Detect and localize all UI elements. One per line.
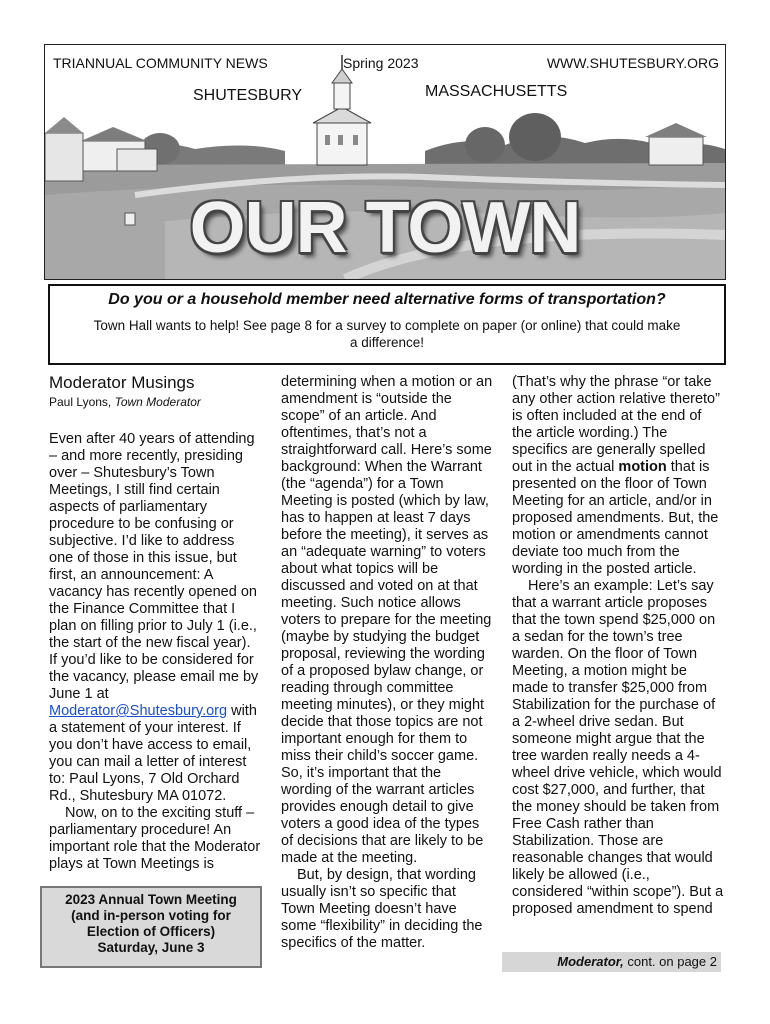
callout-line: Election of Officers) — [86, 924, 216, 939]
continued-page: cont. on page 2 — [627, 954, 717, 969]
paragraph-text: (That’s why the phrase “or take any other action relative thereto” is often included at the end of the article wording.) The specifics are generally spelled out in the actual — [512, 374, 720, 475]
callout-date: Saturday, June 3 — [97, 940, 205, 955]
town-meeting-callout — [40, 886, 262, 968]
callout-line: (and in-person voting for — [71, 908, 231, 923]
notice-body: Town Hall wants to help! See page 8 for a survey to complete on paper (or online) that could make a difference! — [93, 318, 681, 350]
website-url: WWW.SHUTESBURY.ORG — [546, 55, 719, 71]
issue-season: Spring 2023 — [343, 55, 419, 71]
newsletter-title: OUR TOWN — [189, 188, 581, 268]
paragraph — [512, 374, 724, 578]
paragraph — [49, 431, 261, 805]
author-role: Town Moderator — [114, 395, 201, 409]
town-name: SHUTESBURY — [193, 87, 303, 104]
author-name: Paul Lyons, — [49, 395, 112, 409]
continued-on-page-note — [502, 952, 721, 972]
article-title: Moderator Musings — [49, 373, 195, 392]
notice-headline: Do you or a household member need alternative forms of transportation? — [108, 291, 666, 308]
article-column-1 — [49, 374, 261, 873]
moderator-email-link[interactable]: Moderator@Shutesbury.org — [49, 703, 228, 719]
paragraph: Now, on to the exciting stuff – parliamentary procedure! An important role that the Moderator plays at Town Meetings is — [49, 805, 261, 872]
newsletter-frequency: TRIANNUAL COMMUNITY NEWS — [53, 55, 268, 71]
paragraph: Here’s an example: Let’s say that a warrant article proposes that the town spend $25,000 on a sedan for the town’s tree warden. On the floor of Town Meeting, a motion might be made to transfer $25,000 from Stabilization for the purchase of a 2-wheel drive sedan. But someone might argue that the tree warden really needs a 4-wheel drive vehicle, which would cost $27,000, and further, that the money should be taken from Free Cash rather than Stabilization. Those are reasonable changes that would likely be allowed (i.e., considered “within scope”). But a proposed amendment to spend — [512, 578, 724, 917]
callout-line: 2023 Annual Town Meeting — [65, 892, 237, 907]
paragraph: determining when a motion or an amendment is “outside the scope” of an article. And oftentimes, that’s not a straightforward call. Here’s some background: When the Warrant (the “agenda”) for a Town Meeting is posted (which by law, has to happen at least 7 days before the meeting), it serves as an “adequate warning” to voters about what topics will be discussed and voted on at that meeting. Such notice allows voters to prepare for the meeting (maybe by studying the budget proposal, reviewing the wording of a proposed bylaw change, or reading through committee meeting minutes), or they might decide that those topics are not important enough for them to miss their child’s soccer game. So, it’s important that the wording of the warrant articles provides enough detail to give voters a good idea of the types of decisions that are likely to be made at the meeting. — [281, 374, 493, 866]
paragraph-text: that is presented on the floor of Town Meeting for an article, and/or in proposed amendments. But, the motion or amendments cannot deviate too much from the wording in the posted article. — [512, 459, 719, 577]
paragraph-text: with a statement of your interest. If you don’t have access to email, you can mail a letter of interest to: Paul Lyons, 7 Old Orchard Rd., Shutesbury MA 01072. — [49, 703, 257, 804]
article-column-3 — [512, 374, 724, 918]
transportation-notice — [48, 284, 726, 365]
article-byline — [49, 394, 261, 411]
emphasis-text: motion — [618, 459, 667, 475]
paragraph: But, by design, that wording usually isn’t so specific that Town Meeting doesn’t have some “flexibility” in deciding the specifics of the matter. — [281, 867, 483, 951]
paragraph-text: Even after 40 years of attending – and more recently, presiding over – Shutesbury’s Town Meetings, I still find certain aspects of parliamentary procedure to be confusing or subjective. I’d like to address one of those in this issue, but first, an announcement: A vacancy has recently opened on the Finance Committee that I plan on filling prior to July 1 (i.e., the start of the new fiscal year). If you’d like to be considered for the vacancy, please email me by June 1 at — [49, 431, 259, 702]
masthead — [44, 44, 726, 280]
continued-label: Moderator, — [557, 954, 624, 969]
state-name: MASSACHUSETTS — [425, 83, 568, 100]
article-column-2 — [281, 374, 493, 952]
